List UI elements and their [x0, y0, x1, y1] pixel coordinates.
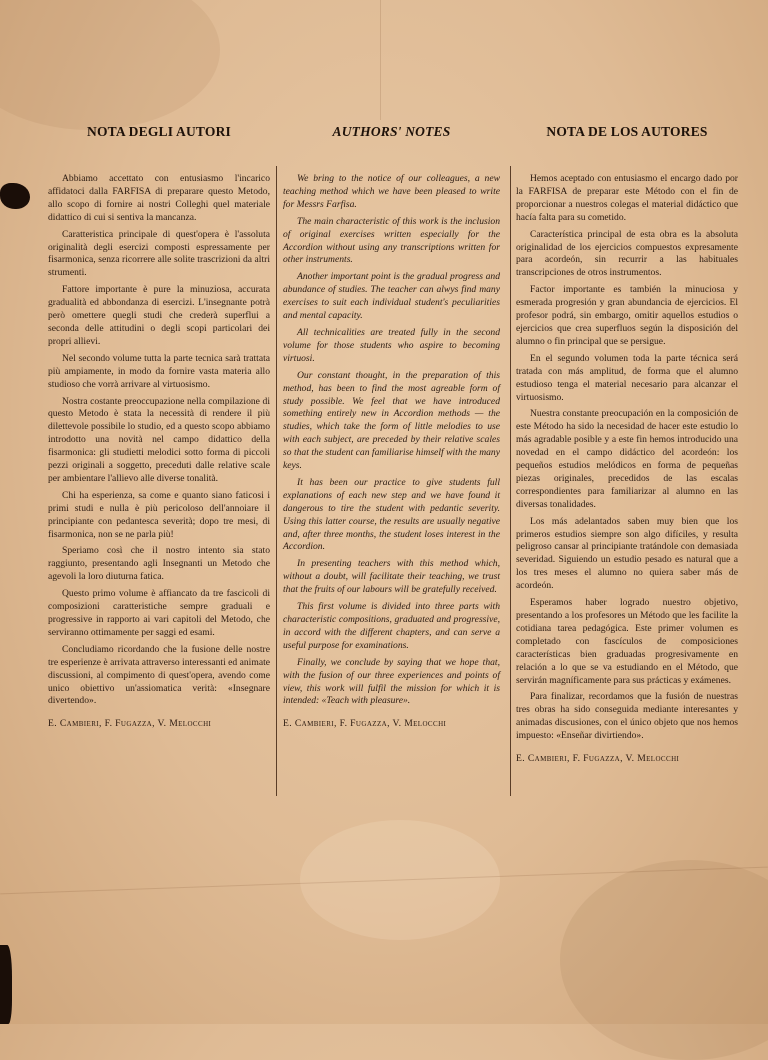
english-paragraph: It has been our practice to give students full explanations of each new step and we have found it dangerous to tire the student with pedantic severity. Using this latter course, the results are usually negative and, after three months, the student loses interest in the Accordion.	[283, 476, 500, 553]
paper-stain	[560, 860, 768, 1060]
spanish-column	[516, 124, 738, 770]
italian-paragraph: Speriamo così che il nostro intento sia stato raggiunto, presentando agli Insegnanti un Metodo che agevoli la loro diuturna fatica.	[48, 545, 270, 583]
paper-tear	[0, 945, 12, 1024]
spanish-signature: E. Cambieri, F. Fugazza, V. Melocchi	[516, 753, 680, 765]
paper-stain	[0, 0, 220, 130]
english-paragraph: This first volume is divided into three parts with characteristic compositions, graduated and progressive, in accord with the different chapters, and can serve a useful purpose for examinations.	[283, 601, 500, 651]
italian-paragraph: Abbiamo accettato con entusiasmo l'incarico affidatoci dalla FARFISA di preparare questo Metodo, allo scopo di fornire ai nostri Colleghi quel materiale didattico di cui si sentiva la mancanza.	[48, 173, 270, 223]
english-paragraph: We bring to the notice of our colleagues, a new teaching method which we have been pleased to write for Messrs Farfisa.	[283, 173, 500, 210]
italian-paragraph: Questo primo volume è affiancato da tre fascicoli di composizioni caratteristiche sempre graduali e progressive in rapporto ai vari capitoli del Metodo, che serviranno ottimamente per saggi ed esami.	[48, 588, 270, 638]
paper-stain	[300, 820, 500, 940]
spanish-paragraph: Nuestra constante preocupación en la composición de este Método ha sido la necesidad de hacer este estudio lo más agradable posible y a este fin hemos introducido una novedad en el campo didáctico del acordeón: los pequeños estudios melódicos en forma de pequeñas piezas originales, precedidos de las escalas correspondientes para familiarizar al alumno en las diversas tonalidades.	[516, 408, 738, 510]
spanish-paragraph: En el segundo volumen toda la parte técnica será tratada con más amplitud, de forma que el alumno estudioso tenga el material necesario para alcanzar el virtuosismo.	[516, 352, 738, 403]
english-column	[283, 124, 500, 735]
italian-signature: E. Cambieri, F. Fugazza, V. Melocchi	[48, 718, 212, 730]
english-paragraph: Another important point is the gradual progress and abundance of studies. The teacher can alwys find many exercises to suit each individual student's peculiarities and mental capacity.	[283, 271, 500, 322]
spanish-paragraph: Para finalizar, recordamos que la fusión de nuestras tres obras ha sido conseguida mediante interesantes y animadas discusiones, con el único objeto que nos hemos impuesto: «Enseñar divirtiendo».	[516, 691, 738, 742]
italian-column	[48, 124, 270, 735]
italian-paragraph: Fattore importante è pure la minuziosa, accurata gradualità ed abbondanza di esercizi. L'insegnante potrà però omettere quegli studi che crederà superflui a seconda delle attitudini o degli scopi particolari dei propri allievi.	[48, 284, 270, 347]
spanish-paragraph: Esperamos haber logrado nuestro objetivo, presentando a los profesores un Método que les facilite la cotidiana tarea pedagógica. Este primer volumen es completado con fascículos de composiciones características bien graduadas progresivamente en relación a lo que se va estudiando en el Método, que servirán magníficamente para sus prácticas y exámenes.	[516, 597, 738, 686]
spanish-paragraph: Característica principal de esta obra es la absoluta originalidad de los ejercicios compuestos expresamente para acordeón, sin recurrir a las habituales transcripciones de otros instrumentos.	[516, 228, 738, 279]
english-paragraph: Our constant thought, in the preparation of this method, has been to find the most agreable form of study possible. We feel that we have introduced something entirely new in Accordion methods — the studies, which take the form of little melodies to use with each subject, are preceded by their relative scales so that the student can familiarise himself with the many keys.	[283, 369, 500, 472]
column-divider	[276, 166, 277, 796]
paper-crease	[0, 867, 768, 895]
english-signature: E. Cambieri, F. Fugazza, V. Melocchi	[283, 718, 447, 730]
italian-paragraph: Caratteristica principale di quest'opera è l'assoluta originalità degli esercizi composti espressamente per fisarmonica, senza ricorrere alle solite trascrizioni da altri strumenti.	[48, 228, 270, 279]
english-heading: AUTHORS' NOTES	[332, 124, 451, 139]
english-paragraph: Finally, we conclude by saying that we hope that, with the fusion of our three experiences and points of view, this work will fulfil the mission for which it is intended: «Teach with pleasure».	[283, 656, 500, 707]
spanish-heading: NOTA DE LOS AUTORES	[546, 124, 708, 139]
italian-paragraph: Nel secondo volume tutta la parte tecnica sarà trattata più ampiamente, in modo da fornire vasta materia allo studioso che vorrà arrivare al virtuosismo.	[48, 352, 270, 390]
italian-paragraph: Chi ha esperienza, sa come e quanto siano faticosi i primi studi e nulla è più pericoloso dell'annoiare il principiante con pedantesca severità; dopo tre mesi, di fisarmonica, non se ne parla più!	[48, 489, 270, 540]
paper-crease	[380, 0, 381, 120]
italian-paragraph: Concludiamo ricordando che la fusione delle nostre tre esperienze è arrivata attraverso interessanti ed animate discussioni, al compimento di quest'opera, avendo come unico obiettivo un'assiomatica verità: «Insegnare divertendo».	[48, 643, 270, 707]
column-divider	[510, 166, 511, 796]
spanish-paragraph: Hemos aceptado con entusiasmo el encargo dado por la FARFISA de preparar este Método con el fin de proporcionar a nuestros colegas el material didáctico que hacía falta para su cometido.	[516, 173, 738, 223]
english-paragraph: All technicalities are treated fully in the second volume for those students who aspire to becoming virtuosi.	[283, 326, 500, 364]
spanish-paragraph: Los más adelantados saben muy bien que los primeros estudios siempre son algo difíciles, y resulta peligroso cansar al principiante tratándole con demasiada severidad. Siguiendo un estudio pesado es natural que a los tres meses el alumno no quiera saber más de acordeón.	[516, 515, 738, 592]
spanish-paragraph: Factor importante es también la minuciosa y esmerada progresión y gran abundancia de ejercicios. El profesor podrá, sin embargo, omitir aquellos estudios o ejercicios que crea superfluos según la disposición del alumno o fin principal que se persigue.	[516, 284, 738, 347]
italian-paragraph: Nostra costante preoccupazione nella compilazione di questo Metodo è stata la necessità di rendere il più dilettevole possibile lo studio, ed a questo scopo abbiamo introdotto una novità nel campo didattico della fisarmonica: gli studietti melodici sotto forma di piccoli pezzi originali a soggetto, preceduti dalle relative scale per ambientare l'allievo alle diverse tonalità.	[48, 395, 270, 484]
english-paragraph: The main characteristic of this work is the inclusion of original exercises written especially for the Accordion without using any transcriptions written for other instruments.	[283, 215, 500, 266]
english-paragraph: In presenting teachers with this method which, without a doubt, will facilitate their teaching, we trust that the fruits of our labours will be gratefully received.	[283, 558, 500, 596]
paper-tear	[0, 183, 30, 209]
italian-heading: NOTA DEGLI AUTORI	[87, 124, 231, 139]
